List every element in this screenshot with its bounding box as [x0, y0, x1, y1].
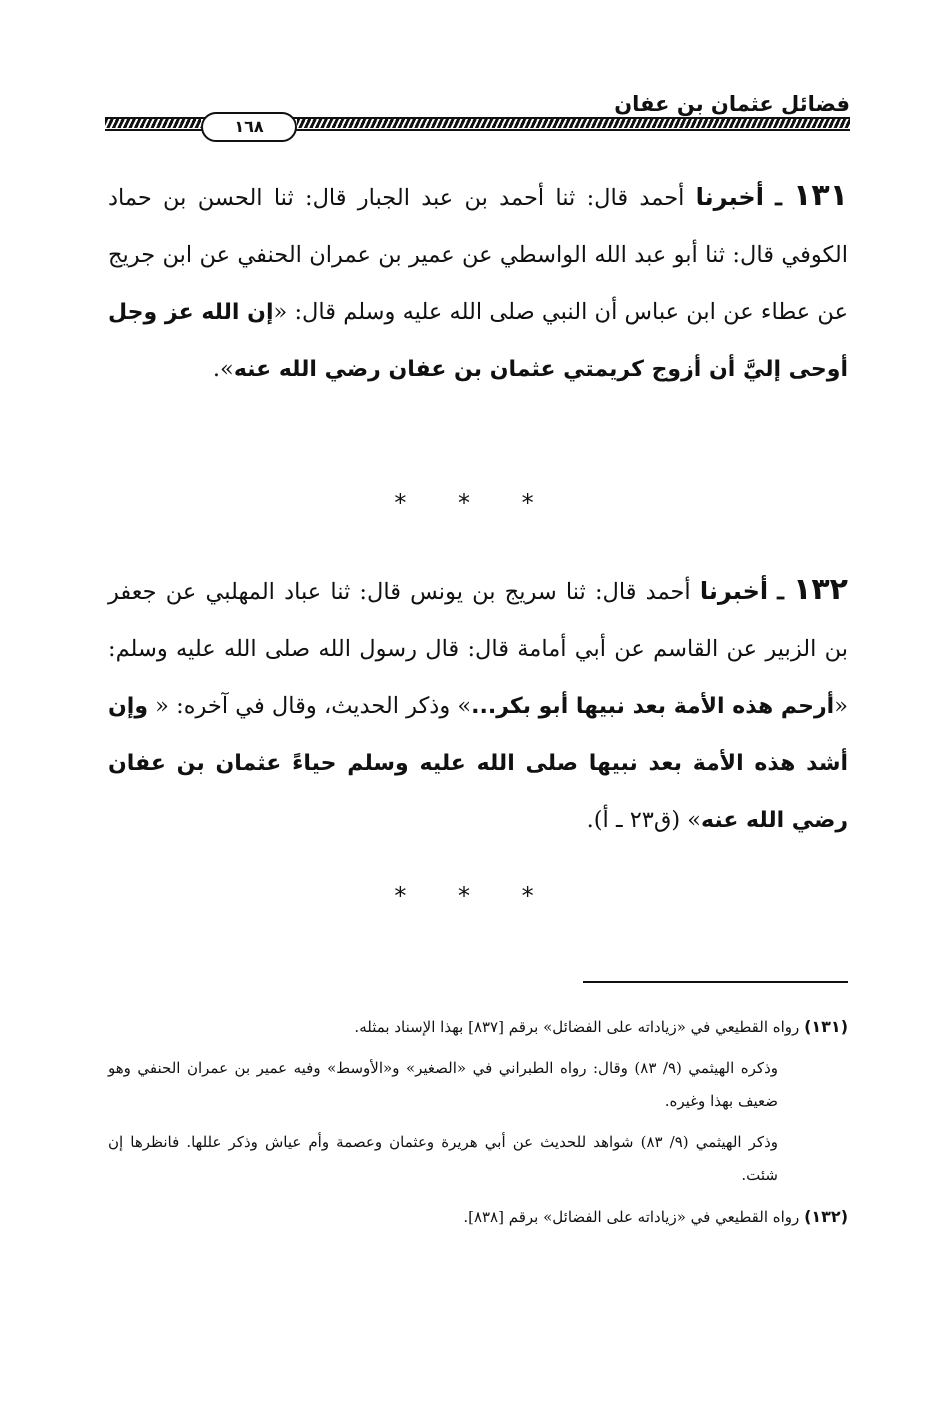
footnote-text: وذكر الهيثمي (٩/ ٨٣) شواهد للحديث عن أبي هريرة وعثمان وعصمة وأم عياش وذكر عللها. فانظرها إن شئت.	[108, 1133, 778, 1184]
section-separator: * * *	[394, 882, 556, 910]
footnote-text: رواه القطيعي في «زياداته على الفضائل» برقم [٨٣٧] بهذا الإسناد بمثله.	[354, 1018, 800, 1036]
hadith-closing: » (ق٢٣ ـ أ).	[586, 807, 702, 833]
section-separator: * * *	[394, 489, 556, 517]
footnote-text: رواه القطيعي في «زياداته على الفضائل» برقم [٨٣٨].	[463, 1208, 800, 1226]
hadith-closing: ».	[212, 356, 234, 382]
hadith-131	[108, 167, 848, 398]
header-ornament-right	[297, 119, 850, 128]
running-header	[105, 92, 850, 142]
footnote-132	[108, 1200, 848, 1234]
hadith-middle: » وذكر الحديث، وقال في آخره: «	[148, 693, 472, 719]
footnote-131-note-1	[108, 1052, 848, 1118]
hadith-chain: أحمد قال: ثنا سريج بن يونس قال: ثنا عباد المهلبي عن جعفر بن الزبير عن القاسم عن أبي أمامة قال: قال رسول الله صلى الله عليه وسلم: «	[108, 579, 848, 719]
footnote-131-note-2	[108, 1126, 848, 1192]
hadith-quote-1: أرحم هذه الأمة بعد نبيها أبو بكر...	[471, 694, 835, 719]
footnote-number: (١٣١)	[804, 1017, 848, 1036]
book-title: فضائل عثمان بن عفان	[614, 92, 850, 116]
footnote-text: وذكره الهيثمي (٩/ ٨٣) وقال: رواه الطبراني في «الصغير» و«الأوسط» وفيه عمير بن عمران الحنفي وهو ضعيف بهذا وغيره.	[108, 1059, 778, 1110]
footnote-divider	[583, 981, 848, 983]
page-number: ١٦٨	[201, 112, 297, 142]
hadith-number: ١٣١	[793, 178, 849, 213]
hadith-dash: ـ	[775, 185, 782, 211]
hadith-opening: أخبرنا	[695, 183, 764, 211]
hadith-dash: ـ	[777, 579, 784, 605]
hadith-quote-2: وإن أشد هذه الأمة بعد نبيها صلى الله عليه وسلم حياءً عثمان بن عفان رضي الله عنه	[108, 694, 848, 833]
hadith-quote: إن الله عز وجل أوحى إليَّ أن أزوج كريمتي عثمان بن عفان رضي الله عنه	[108, 300, 848, 382]
hadith-opening: أخبرنا	[699, 577, 769, 605]
hadith-chain: أحمد قال: ثنا أحمد بن عبد الجبار قال: ثنا الحسن بن حماد الكوفي قال: ثنا أبو عبد الله الواسطي عن عمير بن عمران الحنفي عن ابن جريج عن عطاء عن ابن عباس أن النبي صلى الله عليه وسلم قال: «	[108, 185, 848, 325]
footnotes	[108, 1010, 848, 1242]
header-ornament-left	[105, 119, 201, 128]
footnote-number: (١٣٢)	[804, 1207, 848, 1226]
hadith-number: ١٣٢	[793, 572, 848, 607]
hadith-132	[108, 561, 848, 849]
footnote-131	[108, 1010, 848, 1044]
